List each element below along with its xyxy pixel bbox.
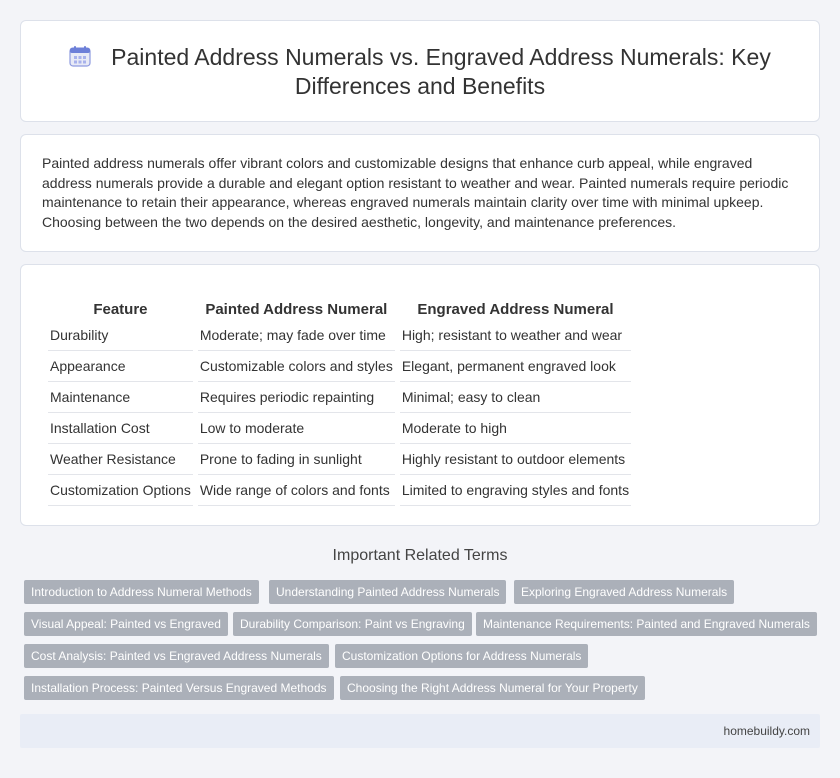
table-cell-painted: Wide range of colors and fonts: [198, 475, 395, 506]
table-cell-engraved: Elegant, permanent engraved look: [400, 351, 631, 382]
table-cell-feature: Maintenance: [48, 382, 193, 413]
comparison-table-card: [20, 264, 820, 526]
summary-card: [20, 134, 820, 252]
related-term-tag[interactable]: Introduction to Address Numeral Methods: [24, 580, 259, 604]
table-row: [48, 382, 631, 413]
table-cell-painted: Requires periodic repainting: [198, 382, 395, 413]
table-cell-feature: Installation Cost: [48, 413, 193, 444]
related-terms-heading: Important Related Terms: [332, 547, 508, 564]
related-term-tag[interactable]: Choosing the Right Address Numeral for Your Property: [340, 676, 645, 700]
table-cell-feature: Weather Resistance: [48, 444, 193, 475]
footer: [20, 714, 820, 748]
related-term-tag[interactable]: Installation Process: Painted Versus Engraved Methods: [24, 676, 334, 700]
table-cell-engraved: Moderate to high: [400, 413, 631, 444]
comparison-table: [43, 298, 636, 506]
table-cell-painted: Moderate; may fade over time: [198, 320, 395, 351]
footer-site-name: homebuildy.com: [723, 724, 810, 738]
title-card: [20, 20, 820, 122]
table-cell-engraved: Minimal; easy to clean: [400, 382, 631, 413]
column-header-painted: Painted Address Numeral: [205, 300, 388, 318]
table-cell-engraved: High; resistant to weather and wear: [400, 320, 631, 351]
table-header-row: [48, 298, 631, 320]
summary-text: Painted address numerals offer vibrant colors and customizable designs that enhance curb appeal, while engraved address numerals provide a durable and elegant option resistant to weather and wear. Painted numerals require periodic maintenance to retain their appearance, whereas engraved numerals maintain clarity over time with minimal upkeep. Choosing between the two depends on the desired aesthetic, longevity, and maintenance preferences.: [42, 155, 789, 230]
table-cell-engraved: Highly resistant to outdoor elements: [400, 444, 631, 475]
table-cell-painted: Customizable colors and styles: [198, 351, 395, 382]
table-row: [48, 320, 631, 351]
table-row: [48, 351, 631, 382]
related-term-tag[interactable]: Maintenance Requirements: Painted and Engraved Numerals: [476, 612, 817, 636]
column-header-engraved: Engraved Address Numeral: [417, 300, 614, 318]
table-row: [48, 413, 631, 444]
calendar-icon: [69, 45, 91, 67]
related-term-tag[interactable]: Durability Comparison: Paint vs Engraving: [233, 612, 472, 636]
table-cell-engraved: Limited to engraving styles and fonts: [400, 475, 631, 506]
table-cell-feature: Appearance: [48, 351, 193, 382]
related-term-tag[interactable]: Visual Appeal: Painted vs Engraved: [24, 612, 228, 636]
table-cell-feature: Durability: [48, 320, 193, 351]
related-term-tag[interactable]: Cost Analysis: Painted vs Engraved Address Numerals: [24, 644, 329, 668]
page-title-wrap: [21, 43, 819, 101]
page-title: Painted Address Numerals vs. Engraved Address Numerals: Key Differences and Benefits: [111, 44, 771, 99]
table-cell-painted: Prone to fading in sunlight: [198, 444, 395, 475]
related-term-tag[interactable]: Customization Options for Address Numerals: [335, 644, 588, 668]
column-header-feature: Feature: [93, 300, 148, 318]
table-row: [48, 475, 631, 506]
table-row: [48, 444, 631, 475]
table-cell-feature: Customization Options: [48, 475, 193, 506]
related-term-tag[interactable]: Understanding Painted Address Numerals: [269, 580, 506, 604]
table-cell-painted: Low to moderate: [198, 413, 395, 444]
related-term-tag[interactable]: Exploring Engraved Address Numerals: [514, 580, 734, 604]
